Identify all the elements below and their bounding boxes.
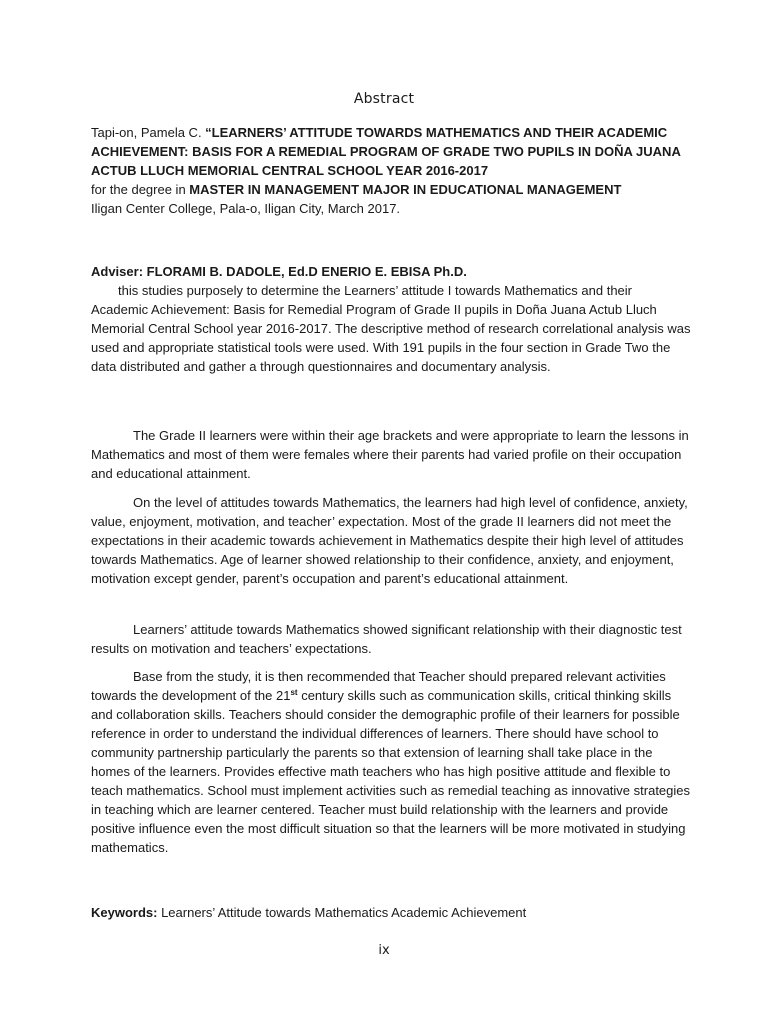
keywords-label: Keywords: <box>91 905 158 920</box>
institution-line: Iligan Center College, Pala-o, Iligan City, March 2017. <box>91 201 401 216</box>
citation-block <box>91 123 691 218</box>
intro-paragraph: this studies purposely to determine the Learners’ attitude I towards Mathematics and their Academic Achievement: Basis for Remedial Program of Grade II pupils in Doña Juana Actub Lluch Memorial Central School year 2016-2017. The descriptive method of research correlational analysis was used and appropriate statistical tools were used. With 191 pupils in the four section in Grade Two the data distributed and gather a through questionnaires and documentary analysis. <box>91 283 691 374</box>
recommendation-text-start: Base from the study, it is then recommended that Teacher should prepared relevant activities towards the development of the 21 <box>91 669 666 703</box>
recommendation-text-end: century skills such as communication skills, critical thinking skills and collaboration skills. Teachers should consider the demographic profile of their learners for possible reference in order to understand the individual differences of learners. There should have school to community partnership particularly the parents so that extension of learning shall take place in the homes of the learners. Provides effective math teachers who has high positive attitude and flexible to teach mathematics. School must implement activities such as remedial teaching as innovative strategies in teaching which are learner centered. Teacher must build relationship with the learners and provide positive influence even the most difficult situation so that the learners will be more motivated in studying mathematics. <box>91 688 691 855</box>
keywords-value: Learners’ Attitude towards Mathematics Academic Achievement <box>157 905 527 920</box>
page-number: ix <box>378 943 390 958</box>
keywords-line <box>91 903 691 922</box>
abstract-heading: Abstract <box>353 91 415 107</box>
degree-name: MASTER IN MANAGEMENT MAJOR IN EDUCATIONAL MANAGEMENT <box>189 182 622 197</box>
paragraph-relationship: Learners’ attitude towards Mathematics showed significant relationship with their diagnostic test results on motivation and teachers’ expectations. <box>91 622 682 656</box>
degree-prefix: for the degree in <box>91 182 190 197</box>
paragraph-attitude-level: On the level of attitudes towards Mathematics, the learners had high level of confidence, anxiety, value, enjoyment, motivation, and teacher’ expectation. Most of the grade II learners did not meet the expectations in their academic towards achievement in Mathematics despite their high level of attitudes towards Mathematics. Age of learner showed relationship to their confidence, anxiety, and enjoyment, motivation except gender, parent’s occupation and parent’s educational attainment. <box>91 495 688 586</box>
paragraph-learners-profile: The Grade II learners were within their age brackets and were appropriate to learn the lessons in Mathematics and most of them were females where their parents had varied profile on their occupation and educational attainment. <box>91 428 689 481</box>
ordinal-superscript: st <box>290 688 298 697</box>
adviser-label: Adviser: FLORAMI B. DADOLE, Ed.D ENERIO E. EBISA Ph.D. <box>91 264 467 279</box>
paragraph-recommendations <box>91 667 691 857</box>
author-name: Tapi-on, Pamela C. <box>91 125 206 140</box>
adviser-line <box>91 262 691 281</box>
thesis-title: “LEARNERS’ ATTITUDE TOWARDS MATHEMATICS AND THEIR ACADEMIC ACHIEVEMENT: BASIS FOR A REMEDIAL PROGRAM OF GRADE TWO PUPILS IN DOÑA JUANA ACTUB LLUCH MEMORIAL CENTRAL SCHOOL YEAR 2016-2017 <box>91 125 681 178</box>
